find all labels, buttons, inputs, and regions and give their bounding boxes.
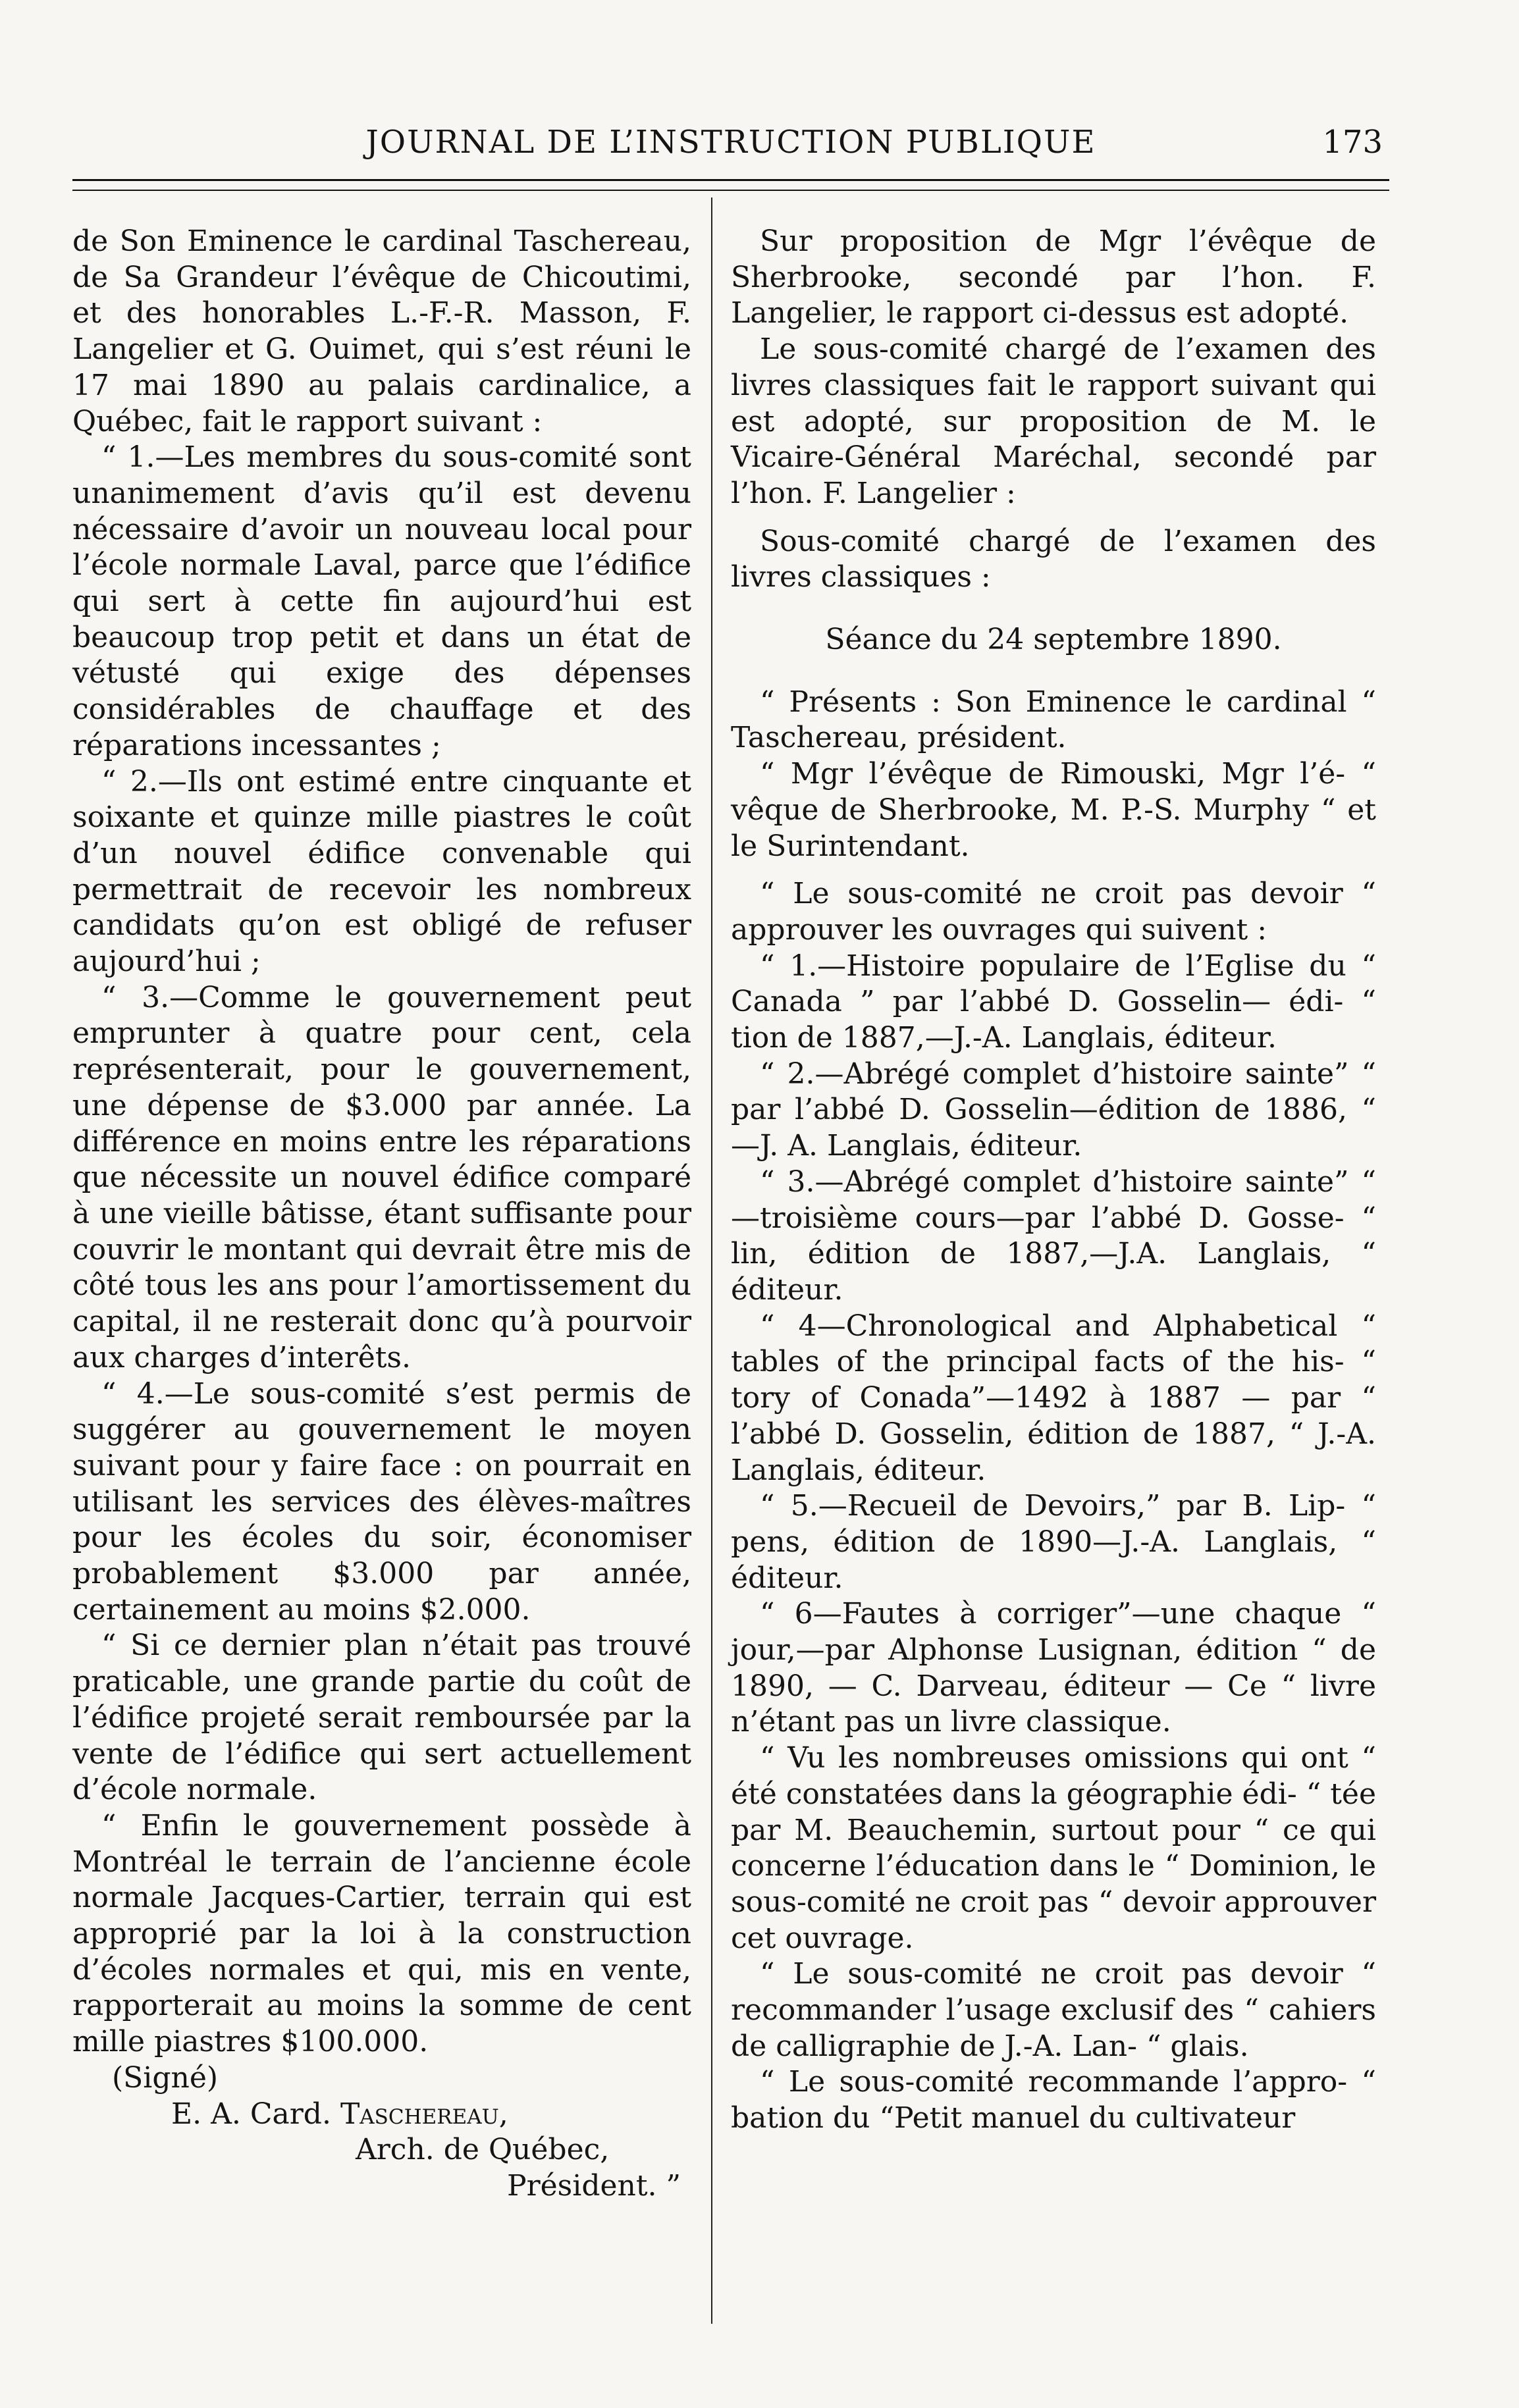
right-column [731,224,1376,2137]
signature-signe: (Signé) [112,2060,219,2095]
signature-title-president: Président. ” [507,2168,681,2203]
item-not-approve: “ Le sous-comité ne croit pas devoir “ approuver les ouvrages qui suivent : [731,877,1376,947]
paragraph-subcommittee-title: Sous-comité chargé de l’examen des livres classiques : [731,524,1376,594]
signature-surname: Taschereau, [340,2097,508,2131]
page-number: 173 [1322,124,1383,161]
paragraph-adoption: Sur proposition de Mgr l’évêque de Sherbrooke, secondé par l’hon. F. Langelier, le rapport ci-dessus est adopté. [731,224,1376,330]
paragraph-intro: de Son Eminence le cardinal Taschereau, de Sa Grandeur l’évêque de Chicoutimi, et des honorables L.-F.-R. Masson, F. Langelier et G. Ouimet, qui s’est réuni le 17 mai 1890 au palais cardinalice, a Québec, fait le rapport suivant : [72,224,691,438]
left-column [72,224,691,2205]
item-presents: “ Présents : Son Eminence le cardinal “ Taschereau, président. [731,685,1376,755]
signature-block [72,2060,691,2205]
item-recommendation: “ Le sous-comité recommande l’appro- “ bation du “Petit manuel du cultivateur [731,2065,1376,2135]
page-header [79,124,1383,176]
item-book-2: “ 2.—Abrégé complet d’histoire sainte” “ par l’abbé D. Gosselin—édition de 1886, “ —J. A. Langlais, éditeur. [731,1057,1376,1163]
paragraph-item-4: “ 4.—Le sous-comité s’est permis de suggérer au gouvernement le moyen suivant pour y faire face : on pourrait en utilisant les services des élèves-maîtres pour les écoles du soir, économiser probablement $3.000 par année, certainement au moins $2.000. [72,1376,691,1627]
column-divider [711,197,712,2324]
header-rule-bottom [72,190,1389,191]
paragraph-subcommittee-report: Le sous-comité chargé de l’examen des livres classiques fait le rapport suivant qui est adopté, sur proposition de M. le Vicaire-Général Maréchal, secondé par l’hon. F. Langelier : [731,332,1376,510]
item-members: “ Mgr l’évêque de Rimouski, Mgr l’é- “ vêque de Sherbrooke, M. P.-S. Murphy “ et le Surintendant. [731,757,1376,863]
signature-title-archbishop: Arch. de Québec, [356,2133,610,2167]
item-geography: “ Vu les nombreuses omissions qui ont “ été constatées dans la géographie édi- “ tée par M. Beauchemin, surtout pour “ ce qui concerne l’éducation dans le “ Dominion, le sous-comité ne croit pas “ devoir approuver cet ouvrage. [731,1741,1376,1955]
running-title: JOURNAL DE L’INSTRUCTION PUBLIQUE [365,124,1096,161]
item-book-3: “ 3.—Abrégé complet d’histoire sainte” “ —troisième cours—par l’abbé D. Gosse- “ lin, édition de 1887,—J.A. Langlais, “ éditeur. [731,1165,1376,1307]
paragraph-montreal-land: “ Enfin le gouvernement possède à Montréal le terrain de l’ancienne école normale Jacques-Cartier, terrain qui est approprié par la loi à la construction d’écoles normales et qui, mis en vente, rapporterait au moins la somme de cent mille piastres $100.000. [72,1808,691,2059]
signature-name-prefix: E. A. Card. [171,2097,331,2131]
paragraph-item-2: “ 2.—Ils ont estimé entre cinquante et soixante et quinze mille piastres le coût d’un nouvel édifice convenable qui permettrait de recevoir les nombreux candidats qu’on est obligé de refuser aujourd’hui ; [72,764,691,979]
seance-heading: Séance du 24 septembre 1890. [825,623,1282,657]
item-book-4: “ 4—Chronological and Alphabetical “ tables of the principal facts of the his- “ tory of Conada”—1492 à 1887 — par “ l’abbé D. Gosselin, édition de 1887, “ J.-A. Langlais, éditeur. [731,1309,1376,1487]
signature-name [72,2097,691,2133]
item-book-5: “ 5.—Recueil de Devoirs,” par B. Lip- “ pens, édition de 1890—J.-A. Langlais, “ éditeur. [731,1489,1376,1595]
item-book-1: “ 1.—Histoire populaire de l’Eglise du “ Canada ” par l’abbé D. Gosselin— édi- “ tion de 1887,—J.-A. Langlais, éditeur. [731,949,1376,1055]
item-book-6: “ 6—Fautes à corriger”—une chaque “ jour,—par Alphonse Lusignan, édition “ de 1890, — C. Darveau, éditeur — Ce “ livre n’étant pas un livre classique. [731,1597,1376,1739]
paragraph-item-1: “ 1.—Les membres du sous-comité sont unanimement d’avis qu’il est devenu nécessaire d’avoir un nouveau local pour l’école normale Laval, parce que l’édifice qui sert à cette fin aujourd’hui est beaucoup trop petit et dans un état de vétusté qui exige des dépenses considérables de chauffage et des réparations incessantes ; [72,440,691,762]
paragraph-alternative-plan: “ Si ce dernier plan n’était pas trouvé praticable, une grande partie du coût de l’édifice projeté serait remboursée par la vente de l’édifice qui sert actuellement d’école normale. [72,1629,691,1807]
paragraph-item-3: “ 3.—Comme le gouvernement peut emprunter à quatre pour cent, cela représenterait, pour le gouvernement, une dépense de $3.000 par année. La différence en moins entre les réparations que nécessite un nouvel édifice comparé à une vieille bâtisse, étant suffisante pour couvrir le montant qui devrait être mis de côté tous les ans pour l’amortissement du capital, il ne resterait donc qu’à pourvoir aux charges d’interêts. [72,980,691,1374]
item-calligraphy: “ Le sous-comité ne croit pas devoir “ recommander l’usage exclusif des “ cahiers de calligraphie de J.-A. Lan- “ glais. [731,1957,1376,2063]
header-rule-top [72,179,1389,181]
